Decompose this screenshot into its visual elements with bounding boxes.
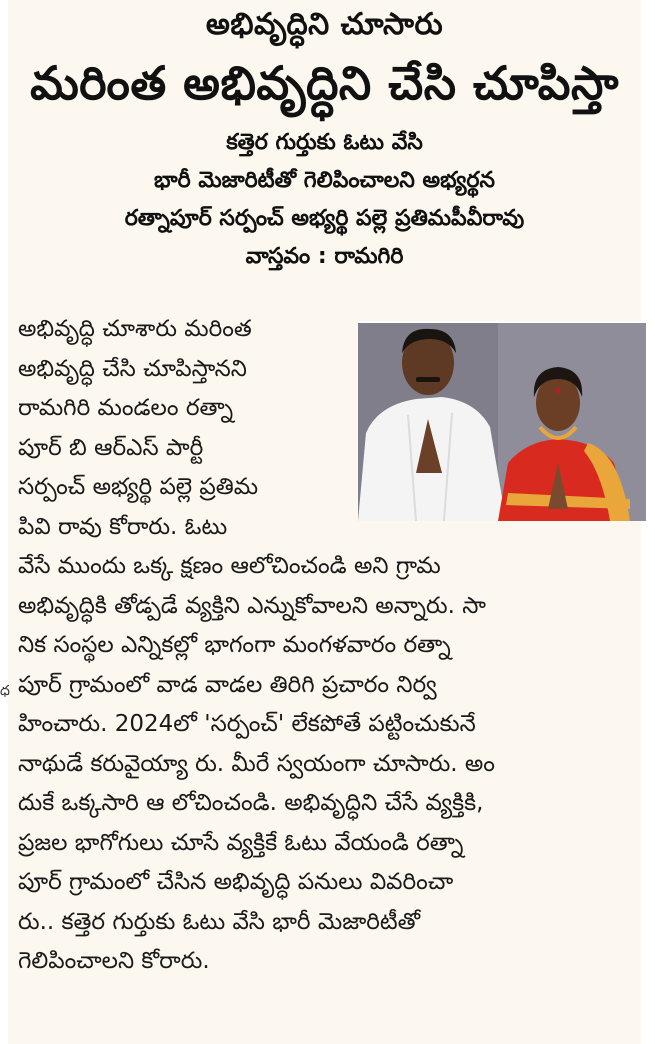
body-line: పూర్ గ్రామంలో చేసిన అభివృద్ధి పనులు వివరించా	[18, 869, 454, 895]
subhead-line: రత్నాపూర్ సర్పంచ్ అభ్యర్థి పల్లె ప్రతిమపీవీరావు	[124, 206, 525, 231]
body-line: అభివృద్ధి చూశారు మరింత	[18, 316, 252, 342]
body-line: రు.. కత్తెర గుర్తుకు ఓటు వేసి భారీ మెజారిటీతో	[18, 908, 421, 935]
subhead-line: భారీ మెజారిటీతో గెలిపించాలని అభ్యర్థన	[154, 168, 495, 193]
body-line: నాథుడే కరువైయ్యా రు. మీరే స్వయంగా చూసారు. అం	[18, 750, 495, 777]
body-line: వేసే ముందు ఒక్క క్షణం ఆలోచించండి అని గ్రామ	[18, 553, 441, 579]
body-line: పూర్ గ్రామంలో వాడ వాడల తిరిగి ప్రచారం నిర్వ	[18, 671, 437, 698]
body-line: గెలిపించాలని కోరారు.	[18, 948, 210, 974]
body-line: సర్పంచ్ అభ్యర్థి పల్లె ప్రతిమ	[18, 474, 259, 500]
body-line: పివి రావు కోరారు. ఓటు	[18, 513, 228, 540]
body-line: నిక సంస్థల ఎన్నికల్లో భాగంగా మంగళవారం రత్నా	[18, 632, 451, 658]
article-subheads	[8, 124, 641, 276]
article-headline: మరింత అభివృద్ధిని చేసి చూపిస్తా	[30, 56, 619, 110]
body-line: పూర్ బి ఆర్ఎస్ పార్టీ	[18, 434, 204, 461]
body-line: హించారు. 2024లో 'సర్పంచ్' లేకపోతే పట్టించుకునే	[18, 711, 476, 737]
body-line: ప్రజల భాగోగులు చూసే వ్యక్తికే ఓటు వేయండి రత్నా	[18, 829, 464, 856]
newspaper-clipping	[8, 0, 641, 1044]
margin-mark: ధ	[0, 683, 10, 699]
subhead-line: కత్తెర గుర్తుకు ఓటు వేసి	[226, 130, 423, 155]
article-kicker: అభివృద్ధిని చూసారు	[205, 7, 444, 42]
body-line: రామగిరి మండలం రత్నా	[18, 395, 234, 421]
body-line: దుకే ఒక్కసారి ఆ లోచించండి. అభివృద్ధిని చేసే వ్యక్తికి,	[18, 790, 484, 816]
dateline: వాస్తవం : రామగిరి	[245, 244, 404, 269]
article-body	[18, 310, 495, 982]
body-line: అభివృద్ధి చేసి చూపిస్తానని	[18, 355, 247, 382]
body-line: అభివృద్ధికి తోడ్పడే వ్యక్తిని ఎన్నుకోవాలని అన్నారు. సా	[18, 592, 486, 619]
